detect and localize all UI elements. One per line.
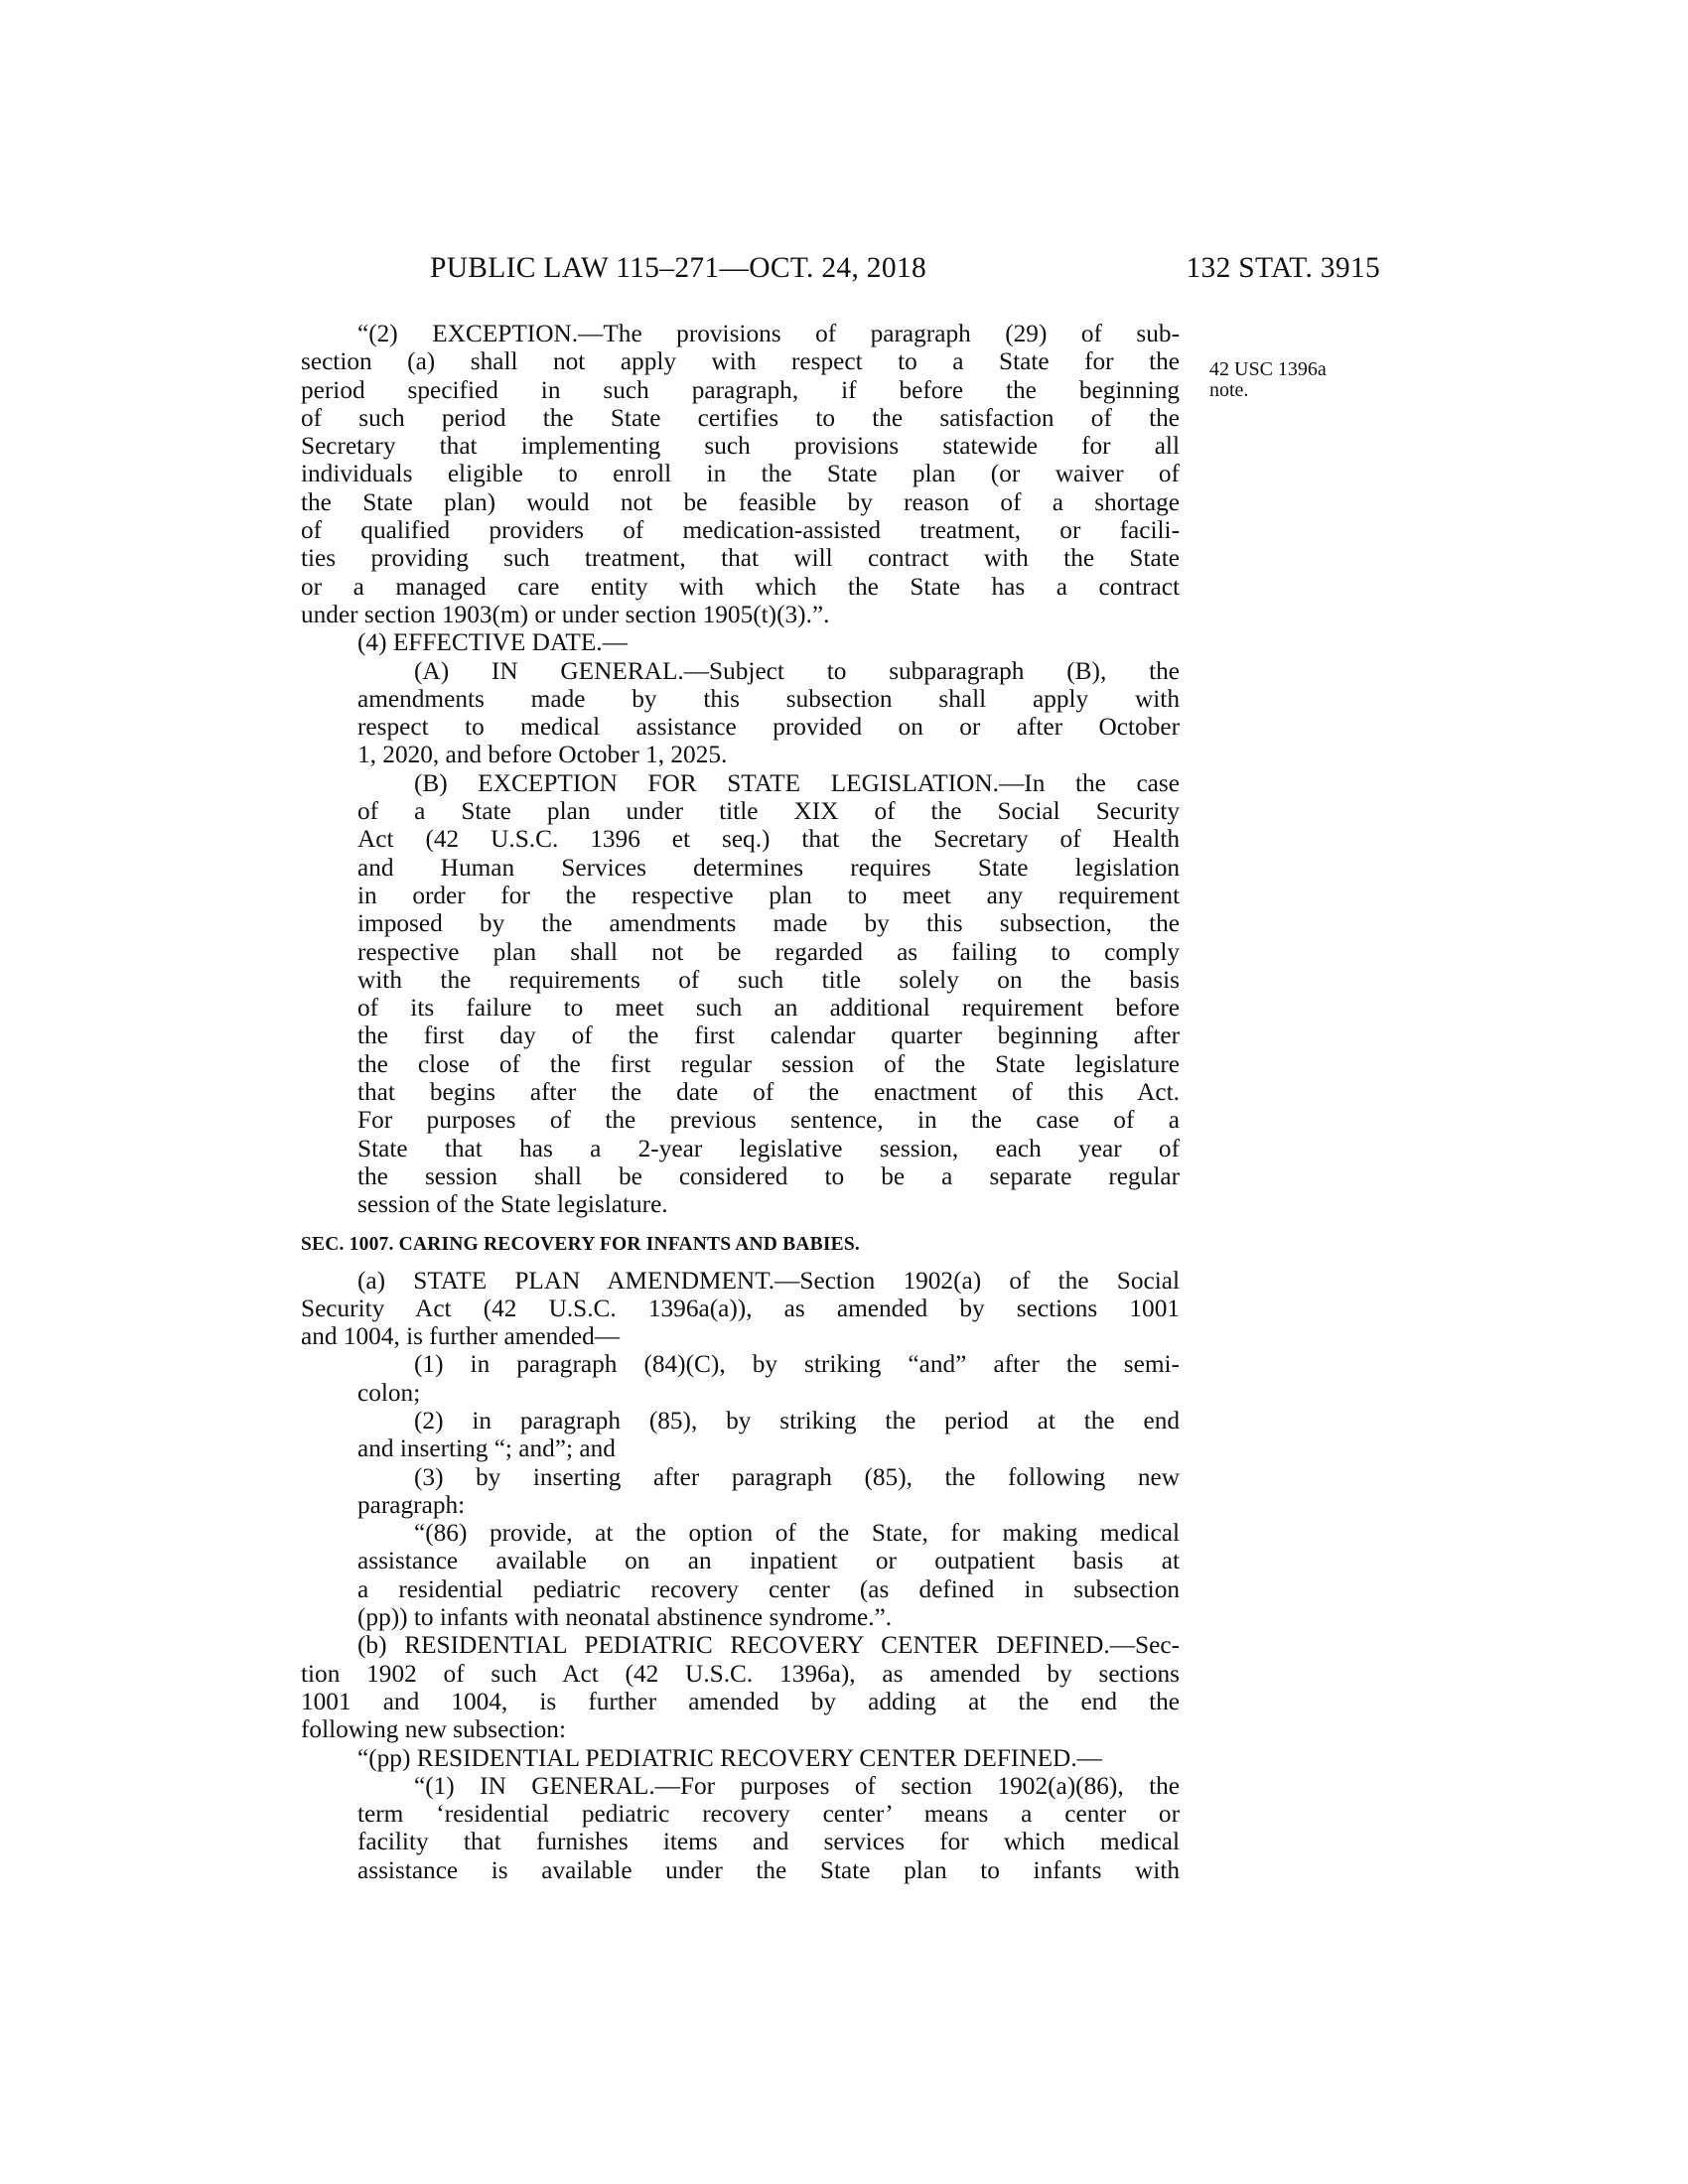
text-line: following new subsection:	[301, 1715, 566, 1744]
text-line: period specified in such paragraph, if before the beginning	[301, 375, 1180, 404]
amendment-item-2	[357, 1407, 1180, 1463]
text-line: and 1004, is further amended—	[301, 1322, 621, 1351]
text-line: ties providing such treatment, that will contract with the State	[301, 544, 1180, 573]
subparagraph-state-legislation	[357, 769, 1180, 1219]
section-heading: SEC. 1007. CARING RECOVERY FOR INFANTS AND BABIES.	[301, 1233, 860, 1255]
margin-note-line: note.	[1209, 379, 1249, 401]
text-line: (3) by inserting after paragraph (85), the following new	[414, 1462, 1180, 1491]
text-line: and Human Services determines requires State legislation	[357, 853, 1180, 882]
text-line: the session shall be considered to be a separate regular	[357, 1161, 1180, 1190]
text-line: of qualified providers of medication-assisted treatment, or facili-	[301, 516, 1180, 545]
text-line: (B) EXCEPTION FOR STATE LEGISLATION.—In the case	[414, 768, 1180, 797]
text-line: assistance is available under the State plan to infants with	[357, 1855, 1180, 1884]
text-line: amendments made by this subsection shall apply with	[357, 684, 1180, 713]
text-line: “(2) EXCEPTION.—The provisions of paragraph (29) of sub-	[357, 320, 1180, 347]
subparagraph-in-general	[357, 657, 1180, 769]
subsection-state-plan-amendment	[301, 1267, 1180, 1351]
text-line: the first day of the first calendar quarter beginning after	[357, 1022, 1180, 1050]
text-line: of a State plan under title XIX of the Social Security	[357, 797, 1180, 826]
public-law-citation: PUBLIC LAW 115–271—OCT. 24, 2018	[430, 252, 926, 284]
text-line: under section 1903(m) or under section 1905(t)(3).”.	[301, 600, 830, 628]
text-line: State that has a 2-year legislative session, each year of	[357, 1134, 1180, 1162]
text-line: of its failure to meet such an additional requirement before	[357, 994, 1180, 1023]
text-line: tion 1902 of such Act (42 U.S.C. 1396a), as amended by sections	[301, 1659, 1180, 1688]
running-header	[430, 252, 1380, 292]
text-line: “(pp) RESIDENTIAL PEDIATRIC RECOVERY CENTER DEFINED.—	[357, 1743, 1102, 1772]
page-body	[301, 320, 1180, 1884]
text-line: or a managed care entity with which the State has a contract	[301, 572, 1180, 601]
new-paragraph-86	[357, 1519, 1180, 1631]
text-line: in order for the respective plan to meet any requirement	[357, 881, 1180, 909]
amendment-item-3	[357, 1463, 1180, 1520]
text-line: paragraph:	[357, 1490, 466, 1519]
text-line: respect to medical assistance provided on or after October	[357, 713, 1180, 742]
text-line: section (a) shall not apply with respect to a State for the	[301, 347, 1180, 376]
text-line: the close of the first regular session of the State legislature	[357, 1049, 1180, 1078]
text-line: a residential pediatric recovery center (as defined in subsection	[357, 1574, 1180, 1603]
text-line: facility that furnishes items and services for which medical	[357, 1828, 1180, 1856]
text-line: (pp)) to infants with neonatal abstinence syndrome.”.	[357, 1603, 893, 1632]
text-line: imposed by the amendments made by this subsection, the	[357, 909, 1180, 938]
text-line: of such period the State certifies to the satisfaction of the	[301, 403, 1180, 432]
text-line: session of the State legislature.	[357, 1190, 668, 1219]
text-line: colon;	[357, 1378, 421, 1407]
text-line: 1, 2020, and before October 1, 2025.	[357, 741, 728, 769]
subsection-recovery-center-defined	[301, 1631, 1180, 1743]
paragraph-effective-date	[357, 628, 1180, 656]
text-line: (b) RESIDENTIAL PEDIATRIC RECOVERY CENTER DEFINED.—Sec-	[357, 1631, 1180, 1660]
text-line: Security Act (42 U.S.C. 1396a(a)), as amended by sections 1001	[301, 1294, 1180, 1322]
text-line: (A) IN GENERAL.—Subject to subparagraph (B), the	[414, 656, 1180, 685]
text-line: with the requirements of such title solely on the basis	[357, 965, 1180, 994]
text-line: individuals eligible to enroll in the State plan (or waiver of	[301, 460, 1180, 488]
text-line: Act (42 U.S.C. 1396 et seq.) that the Secretary of Health	[357, 825, 1180, 854]
amendment-item-1	[357, 1350, 1180, 1407]
paragraph-exception	[357, 320, 1180, 347]
text-line: (a) STATE PLAN AMENDMENT.—Section 1902(a) of the Social	[357, 1266, 1180, 1295]
text-line: “(1) IN GENERAL.—For purposes of section 1902(a)(86), the	[414, 1771, 1180, 1800]
margin-note-line: 42 USC 1396a	[1209, 358, 1327, 380]
text-line: term ‘residential pediatric recovery center’ means a center or	[357, 1800, 1180, 1829]
text-line: the State plan) would not be feasible by reason of a shortage	[301, 487, 1180, 516]
text-line: Secretary that implementing such provisions statewide for all	[301, 432, 1180, 461]
text-line: “(86) provide, at the option of the State, for making medical	[414, 1519, 1180, 1548]
text-line: (4) EFFECTIVE DATE.—	[357, 628, 628, 657]
subsection-pp-heading	[357, 1744, 1180, 1772]
text-line: assistance available on an inpatient or outpatient basis at	[357, 1547, 1180, 1575]
paragraph-exception-cont	[301, 347, 1180, 628]
text-line: (2) in paragraph (85), by striking the period at the end	[414, 1406, 1180, 1434]
text-line: respective plan shall not be regarded as failing to comply	[357, 937, 1180, 966]
text-line: (1) in paragraph (84)(C), by striking “and” after the semi-	[414, 1350, 1180, 1379]
text-line: that begins after the date of the enactment of this Act.	[357, 1078, 1180, 1107]
usc-margin-note	[1209, 359, 1327, 401]
text-line: For purposes of the previous sentence, in the case of a	[357, 1106, 1180, 1135]
statute-page-number: 132 STAT. 3915	[1186, 252, 1380, 284]
subsection-pp-in-general	[357, 1772, 1180, 1884]
text-line: and inserting “; and”; and	[357, 1434, 616, 1463]
text-line: 1001 and 1004, is further amended by adding at the end the	[301, 1687, 1180, 1715]
